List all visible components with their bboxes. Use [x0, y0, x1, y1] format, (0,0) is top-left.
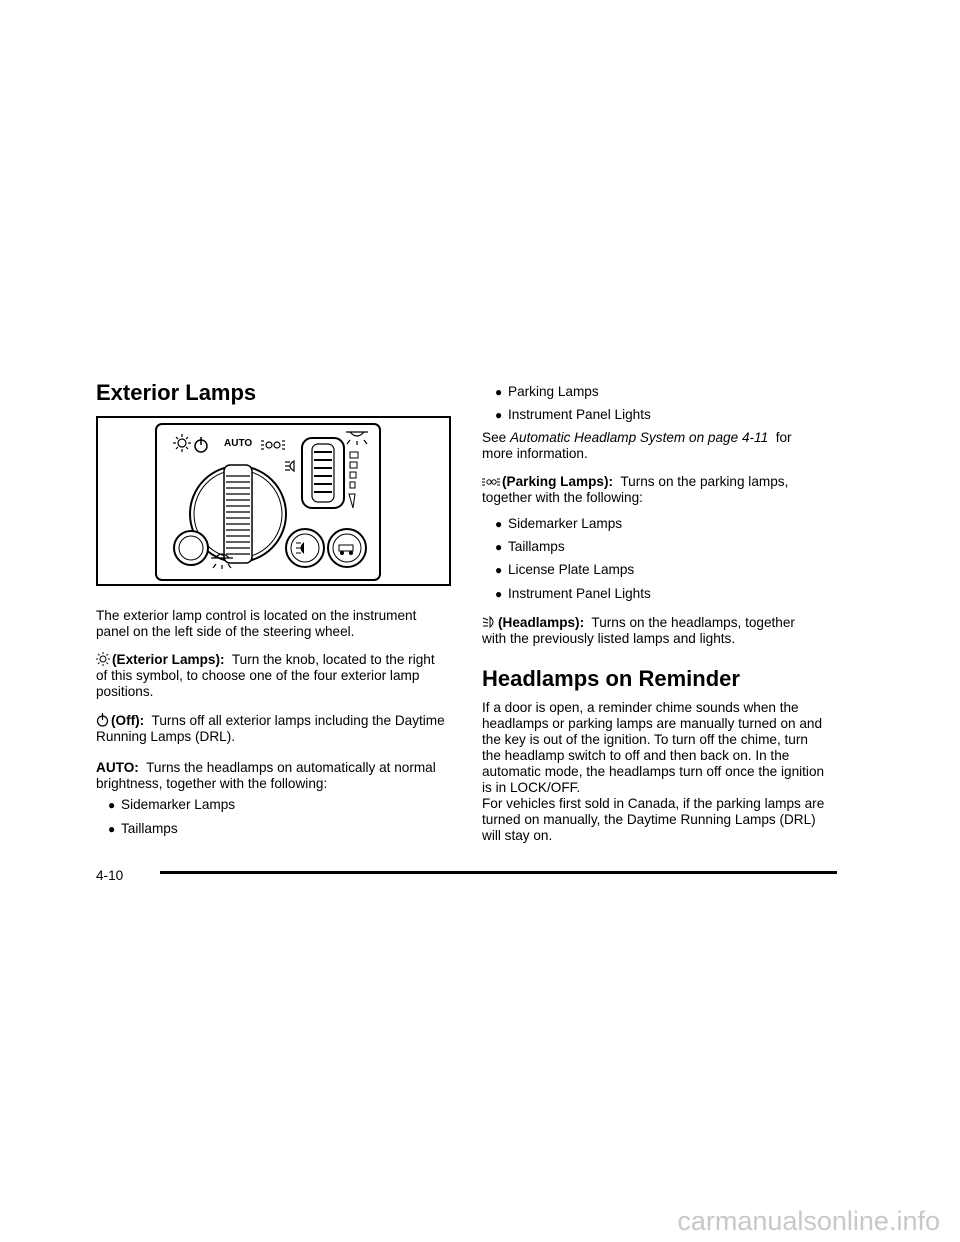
- headlamps-text: Turns on the headlamps, together with the previously listed lamps and lights.: [482, 615, 795, 646]
- parking-lamps-paragraph: [482, 474, 822, 506]
- exterior-lamps-icon: [96, 652, 110, 666]
- reminder-paragraph-2: For vehicles first sold in Canada, if the parking lamps are turned on manually, the Daytime Running Lamps (DRL) will stay on.: [482, 796, 825, 843]
- section-heading-exterior-lamps: Exterior Lamps: [96, 380, 257, 405]
- list-item: ● Sidemarker Lamps: [108, 797, 236, 812]
- lamp-control-illustration: [98, 418, 449, 584]
- auto-label: AUTO:: [96, 760, 139, 775]
- reminder-paragraph-1: If a door is open, a reminder chime sounds when the headlamps or parking lamps are manually turned on and the key is out of the ignition. To turn off the chime, turn the headlamp switch to off and then back on. In the automatic mode, the headlamps turn off once the ignition is in LOCK/OFF.: [482, 700, 825, 795]
- watermark: carmanualsonline.info: [677, 1206, 940, 1236]
- auto-paragraph: [96, 760, 446, 792]
- exterior-lamps-paragraph: [96, 652, 446, 700]
- intro-paragraph: The exterior lamp control is located on the instrument panel on the left side of the steering wheel.: [96, 608, 417, 639]
- page-number: 4-10: [96, 868, 124, 883]
- cargo-lamp-button: [328, 529, 366, 567]
- auto-label: AUTO: [224, 438, 253, 449]
- list-item: ● Parking Lamps: [495, 384, 599, 399]
- off-paragraph: [96, 713, 446, 745]
- parking-lamps-icon: [482, 476, 500, 488]
- list-item: ● Instrument Panel Lights: [495, 407, 651, 422]
- parking-lamps-label: (Parking Lamps):: [502, 474, 614, 489]
- auto-text: Turns the headlamps on automatically at normal brightness, together with the following:: [96, 760, 436, 791]
- section-heading-headlamps-reminder: Headlamps on Reminder: [482, 666, 740, 691]
- off-icon: [96, 713, 109, 727]
- headlamps-icon: [482, 615, 496, 629]
- headlamps-label: (Headlamps):: [498, 615, 585, 630]
- footer-rule: [160, 871, 837, 874]
- round-button: [174, 531, 208, 565]
- lamp-control-figure: [96, 416, 451, 586]
- list-item: ● Sidemarker Lamps: [495, 516, 623, 531]
- exterior-lamps-text: Turn the knob, located to the right of this symbol, to choose one of the four exterior lamp positions.: [96, 652, 435, 699]
- see-reference-link[interactable]: Automatic Headlamp System on page 4-11: [509, 430, 769, 445]
- list-item: ● License Plate Lamps: [495, 562, 635, 577]
- list-item: ● Taillamps: [495, 539, 565, 554]
- list-item: ● Taillamps: [108, 821, 178, 836]
- exterior-lamps-label: (Exterior Lamps):: [112, 652, 225, 667]
- off-text: Turns off all exterior lamps including the Daytime Running Lamps (DRL).: [96, 713, 445, 744]
- see-reference-paragraph: See Automatic Headlamp System on page 4-11 for more information.: [482, 430, 792, 461]
- off-label: (Off):: [111, 713, 145, 728]
- list-item: ● Instrument Panel Lights: [495, 586, 651, 601]
- parking-lamps-text: Turns on the parking lamps, together with the following:: [482, 474, 789, 505]
- fog-lamp-button: [286, 529, 324, 567]
- headlamps-paragraph: [482, 615, 822, 647]
